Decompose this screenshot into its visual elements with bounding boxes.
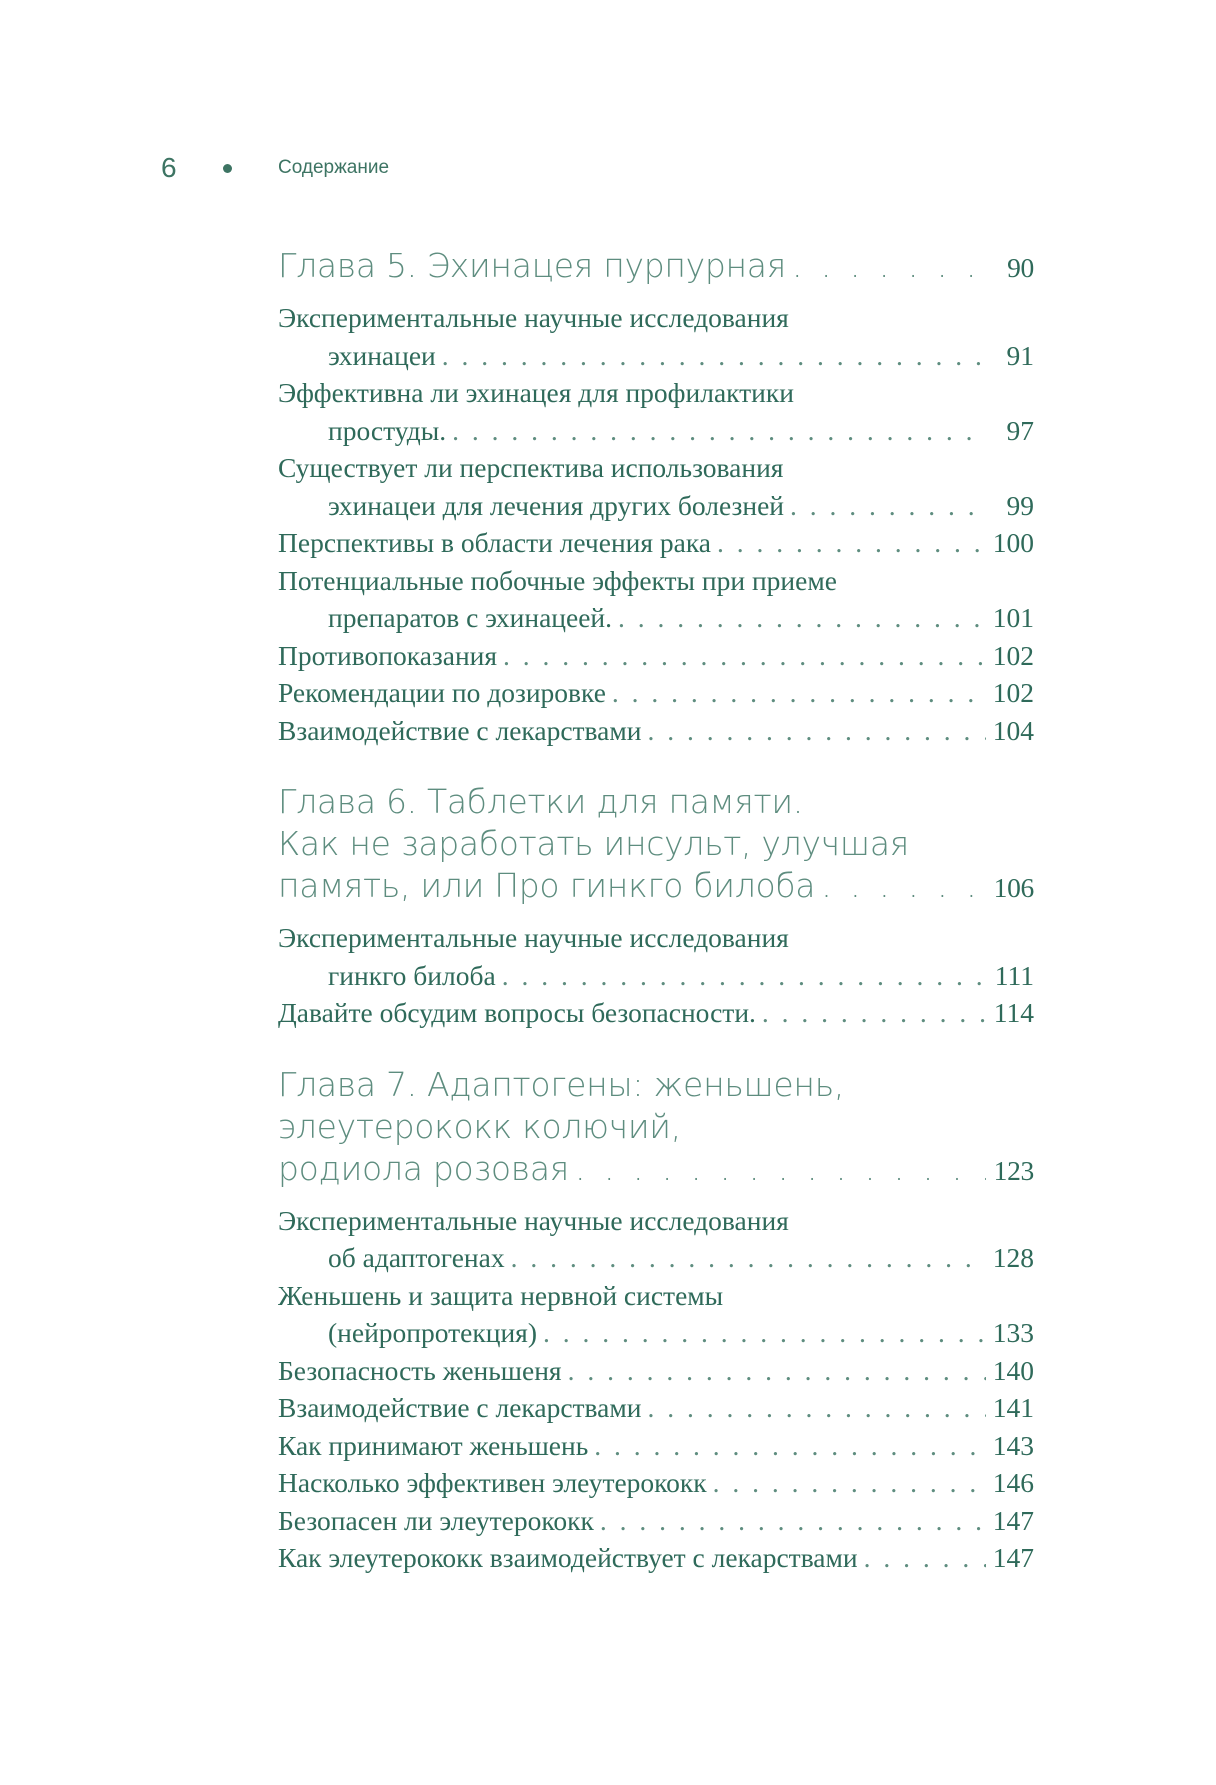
toc-entry-row <box>278 1427 1034 1465</box>
toc-entry-text: Безопасен ли элеутерококк <box>278 1504 594 1536</box>
page-ref: 114 <box>993 997 1034 1028</box>
dot-leader <box>588 1427 986 1465</box>
chapter-title-row <box>278 1148 1034 1192</box>
toc-entry-first-line: Экспериментальные научные исследования <box>278 302 789 333</box>
toc-entry[interactable] <box>278 524 1034 562</box>
page-ref: 90 <box>1007 252 1034 283</box>
toc-entry-row <box>278 1539 1034 1577</box>
toc-entry-text: Рекомендации по дозировке <box>278 677 606 708</box>
dot-leader <box>606 674 986 712</box>
dot-leader <box>815 865 986 907</box>
toc-entry-row <box>278 412 1034 450</box>
page-number: 6 <box>161 152 177 183</box>
toc-entry[interactable] <box>278 1427 1034 1465</box>
dot-leader <box>756 994 986 1032</box>
page-ref: 102 <box>992 639 1034 671</box>
dot-leader <box>562 1352 986 1390</box>
dot-leader <box>786 245 986 287</box>
dot-leader <box>594 1502 986 1540</box>
toc-entry-row <box>278 487 1034 525</box>
bullet-icon <box>223 164 232 173</box>
toc-entry[interactable] <box>278 1352 1034 1390</box>
page-ref: 128 <box>992 1242 1034 1273</box>
dot-leader <box>505 1239 986 1277</box>
chapter-title-line: Как не заработать инсульт, улучшая <box>278 824 909 863</box>
toc-entry-text: эхинацеи <box>328 339 436 371</box>
toc-entry-first-line: Женьшень и защита нервной системы <box>278 1279 724 1311</box>
page-ref: 147 <box>992 1504 1034 1536</box>
toc-entry-row <box>278 674 1034 712</box>
toc-entry-text: Насколько эффективен элеутерококк <box>278 1467 707 1498</box>
toc-entry-row <box>278 1352 1034 1390</box>
toc-entry-text: гинкго билоба <box>328 959 496 991</box>
chapter-title-line: Глава 6. Таблетки для памяти. <box>278 782 803 821</box>
toc-entry[interactable] <box>278 1502 1034 1540</box>
page-ref: 97 <box>1006 414 1034 446</box>
table-of-contents <box>278 245 1034 1577</box>
chapter-7 <box>278 1064 1034 1577</box>
toc-entry-row <box>278 1239 1034 1277</box>
toc-entry-text: простуды. <box>328 414 447 446</box>
toc-entry[interactable] <box>278 1202 1034 1277</box>
chapter-title-line: Глава 7. Адаптогены: женьшень, <box>278 1064 845 1104</box>
toc-entry-text: об адаптогенах <box>328 1242 505 1273</box>
toc-entry-first-line: Потенциальные побочные эффекты при приеме <box>278 564 837 596</box>
toc-entry-text: (нейропротекция) <box>328 1317 537 1348</box>
dot-leader <box>858 1539 986 1577</box>
page-ref: 91 <box>1006 339 1034 371</box>
chapter-title-row <box>278 245 1034 289</box>
toc-entry[interactable] <box>278 1277 1034 1352</box>
dot-leader <box>612 599 986 637</box>
chapter-title-line: Глава 5. Эхинацея пурпурная <box>278 246 786 285</box>
toc-entry-first-line: Эффективна ли эхинацея для профилактики <box>278 377 794 408</box>
page-ref: 146 <box>992 1467 1034 1498</box>
toc-entry-row <box>278 337 1034 375</box>
section-title: Содержание <box>278 157 390 178</box>
dot-leader <box>497 637 986 675</box>
dot-leader <box>784 487 986 525</box>
toc-entry-text: Давайте обсудим вопросы безопасности. <box>278 997 756 1028</box>
dot-leader <box>711 524 986 562</box>
chapter-5 <box>278 245 1034 749</box>
dot-leader <box>707 1464 986 1502</box>
toc-entry-first-line: Экспериментальные научные исследования <box>278 1204 789 1236</box>
toc-entry-row <box>278 637 1034 675</box>
toc-entry-row <box>278 1389 1034 1427</box>
dot-leader <box>436 337 986 375</box>
toc-entry[interactable] <box>278 374 1034 449</box>
toc-entry[interactable] <box>278 299 1034 374</box>
toc-entry[interactable] <box>278 919 1034 994</box>
chapter-6 <box>278 781 1034 1032</box>
toc-entry-text: препаратов с эхинацеей. <box>328 602 613 633</box>
toc-entry-text: Как принимают женьшень <box>278 1429 589 1461</box>
toc-entry-row <box>278 712 1034 750</box>
page-ref: 101 <box>992 602 1034 633</box>
page-ref: 143 <box>992 1429 1034 1461</box>
toc-entry[interactable] <box>278 1539 1034 1577</box>
toc-entry-row <box>278 957 1034 995</box>
toc-entry[interactable] <box>278 712 1034 750</box>
page-ref: 100 <box>992 527 1034 558</box>
page-ref: 147 <box>992 1542 1034 1573</box>
toc-entry-text: Взаимодействие с лекарствами <box>278 1392 642 1423</box>
chapter-title[interactable] <box>278 1064 1034 1192</box>
dot-leader <box>642 1389 987 1427</box>
toc-entry[interactable] <box>278 1389 1034 1427</box>
dot-leader <box>537 1314 986 1352</box>
page-ref: 106 <box>993 872 1034 903</box>
toc-entry-row <box>278 1464 1034 1502</box>
page-ref: 141 <box>992 1392 1034 1423</box>
toc-entry-row <box>278 994 1034 1032</box>
toc-entry-first-line: Экспериментальные научные исследования <box>278 922 789 953</box>
toc-entry[interactable] <box>278 637 1034 675</box>
toc-entry-text: эхинацеи для лечения других болезней <box>328 489 785 521</box>
page-ref: 133 <box>992 1317 1034 1348</box>
toc-entry-text: Как элеутерококк взаимодействует с лекарствами <box>278 1542 858 1573</box>
page-ref: 99 <box>1006 489 1034 521</box>
toc-entry-row <box>278 599 1034 637</box>
page-ref: 104 <box>992 714 1034 746</box>
dot-leader <box>446 412 986 450</box>
chapter-title[interactable] <box>278 781 1034 909</box>
chapter-title[interactable] <box>278 245 1034 289</box>
dot-leader <box>642 712 987 750</box>
page-ref: 102 <box>992 677 1034 708</box>
running-head <box>0 148 1216 188</box>
toc-entry-text: Взаимодействие с лекарствами <box>278 714 642 746</box>
page-ref: 111 <box>994 959 1034 991</box>
toc-entry[interactable] <box>278 449 1034 524</box>
toc-entry-first-line: Существует ли перспектива использования <box>278 452 784 483</box>
toc-entry-text: Противопоказания <box>278 639 498 671</box>
page-ref: 140 <box>992 1354 1034 1386</box>
dot-leader <box>496 957 986 995</box>
toc-entry-text: Перспективы в области лечения рака <box>278 527 712 558</box>
chapter-title-row <box>278 865 1034 909</box>
page-ref: 123 <box>993 1154 1034 1186</box>
toc-entry-row <box>278 1502 1034 1540</box>
toc-entry-text: Безопасность женьшеня <box>278 1354 562 1386</box>
toc-entry[interactable] <box>278 1464 1034 1502</box>
chapter-title-line: родиола розовая <box>278 1148 569 1188</box>
chapter-title-line: элеутерококк колючий, <box>278 1106 681 1146</box>
toc-entry[interactable] <box>278 994 1034 1032</box>
toc-entry-row <box>278 1314 1034 1352</box>
chapter-title-line: память, или Про гинкго билоба <box>278 866 816 905</box>
toc-entry[interactable] <box>278 674 1034 712</box>
dot-leader <box>569 1148 986 1190</box>
toc-entry-row <box>278 524 1034 562</box>
toc-entry[interactable] <box>278 562 1034 637</box>
